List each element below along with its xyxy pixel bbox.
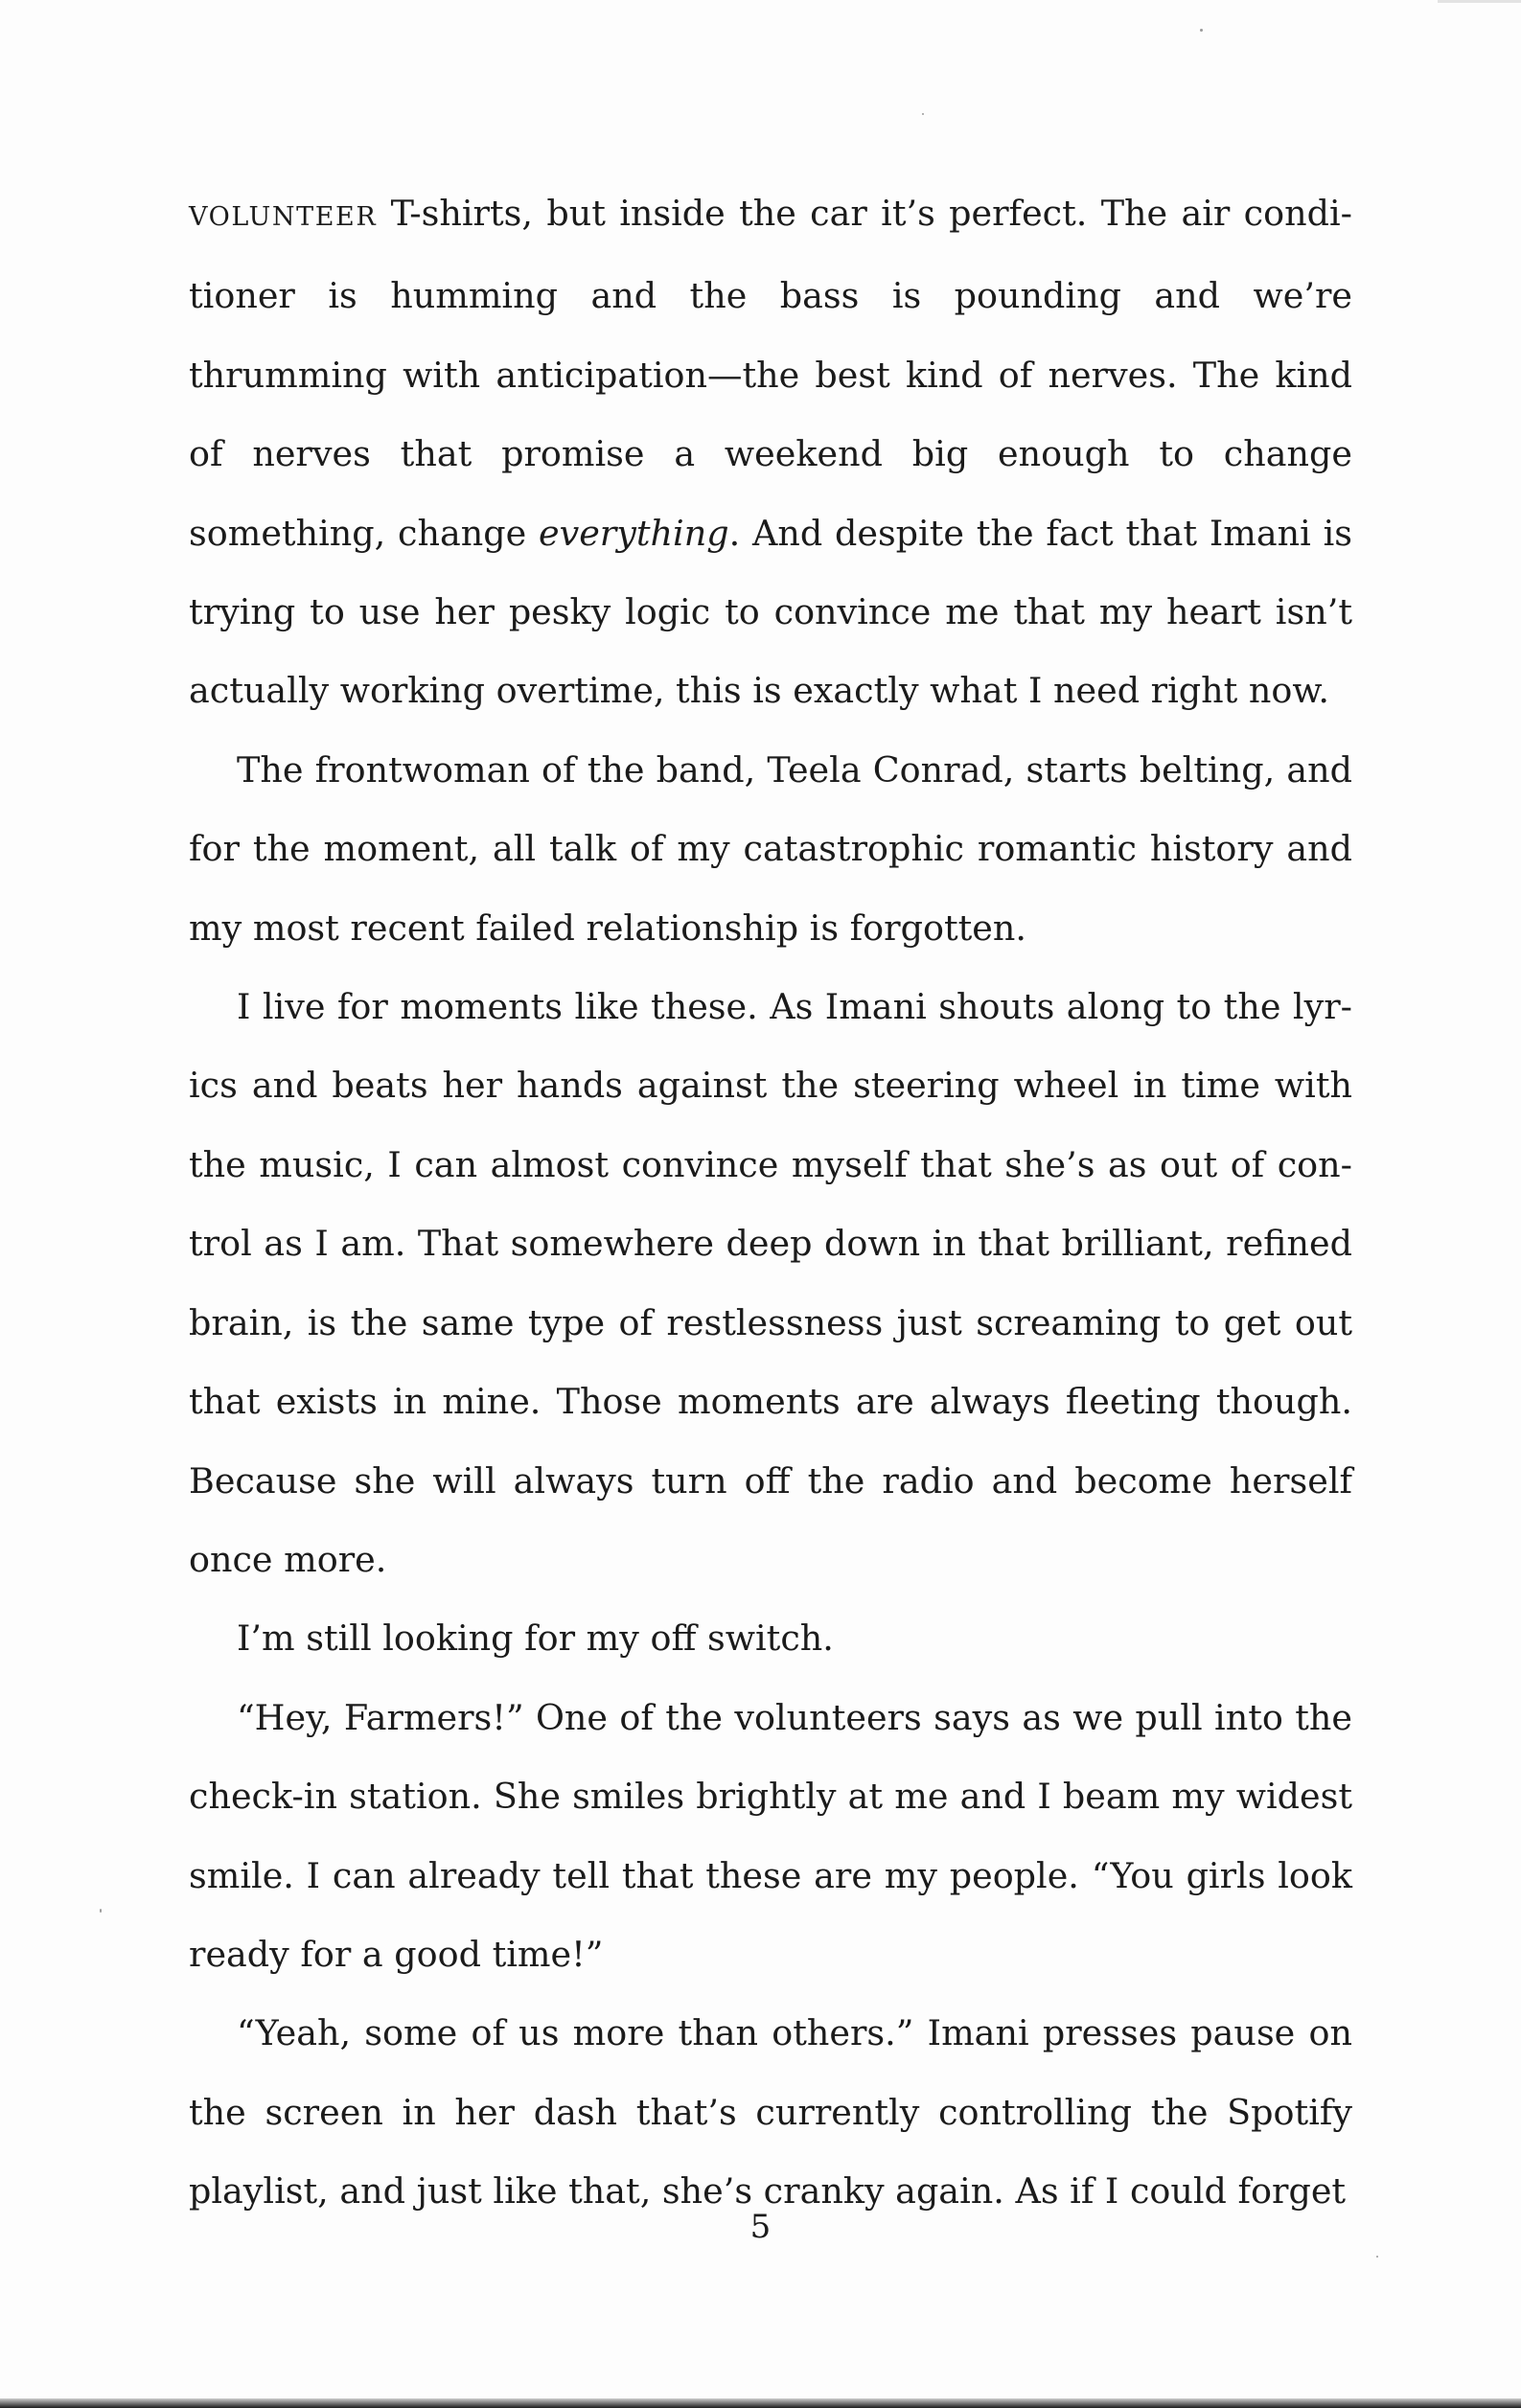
paragraph-2: The frontwoman of the band, Teela Conrad, starts belting, and for the moment, all talk of my catastrophic romantic history and my most recent failed relationship is forgotten. [189, 748, 1352, 949]
scan-edge-top [1438, 0, 1521, 3]
paragraph-text: T-shirts, but inside the car it’s perfect. The air conditioner is humming and the bass is pounding and we’re thrumming with anticipation—the best kind of nerves. The kind of nerves that promise a weekend big enough to change something, change [189, 193, 1352, 554]
page-number: 5 [749, 2208, 772, 2246]
paragraph-3: I live for moments like these. As Imani shouts along to the lyrics and beats her hands against the steering wheel in time with the music, I can almost convince myself that she’s as out of control as I am. That somewhere deep down in that brilliant, refined brain, is the same type of restlessness just screaming to get out that exists in mine. Those moments are always fleeting though. Because she will always turn off the radio and become herself once more. [189, 986, 1352, 1580]
paragraph-1 [189, 174, 1352, 731]
scan-edge-bottom [0, 2398, 1521, 2408]
scan-speck [100, 1909, 102, 1913]
scan-speck [1200, 29, 1203, 32]
paragraph-4: I’m still looking for my off switch. [237, 1617, 834, 1660]
body-text [189, 174, 1352, 2232]
paragraph-5: “Hey, Farmers!” One of the volunteers says as we pull into the check-in station. She smiles brightly at me and I beam my widest smile. I can already tell that these are my people. “You girls look ready for a good time!” [189, 1696, 1352, 1975]
scan-speck [922, 113, 924, 115]
paragraph-text: . And despite the fact that Imani is trying to use her pesky logic to convince me that my heart isn’t actually working overtime, this is exactly what I need right now. [189, 512, 1352, 712]
small-caps-lead: VOLUNTEER [189, 202, 378, 232]
emphasis-text: everything [538, 512, 729, 554]
paragraph-6: “Yeah, some of us more than others.” Imani presses pause on the screen in her dash that’s currently controlling the Spotify playlist, and just like that, she’s cranky again. As if I could forget [189, 2012, 1352, 2213]
scan-speck [1376, 2256, 1378, 2258]
